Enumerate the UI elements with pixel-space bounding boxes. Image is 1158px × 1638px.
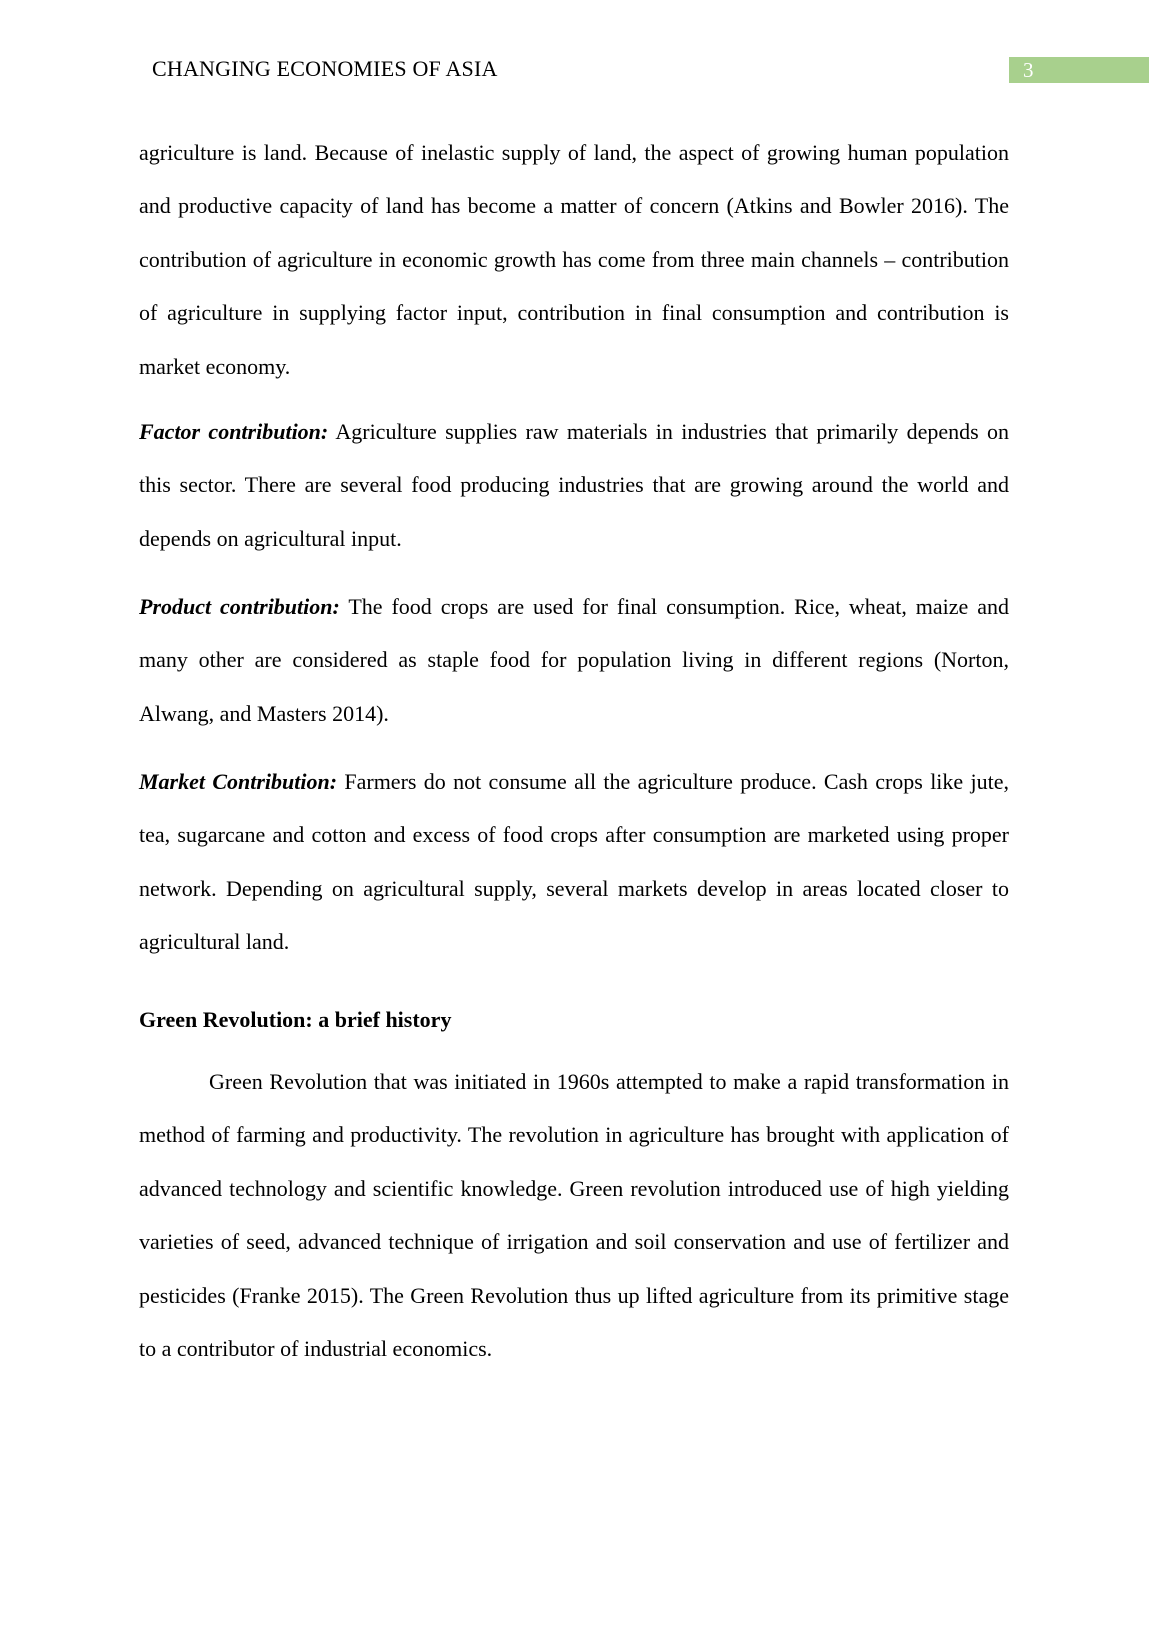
page-number-badge <box>1009 57 1149 83</box>
paragraph-intro-text: agriculture is land. Because of inelastic supply of land, the aspect of growing human population and productive capacity of land has become a matter of concern (Atkins and Bowler 2016). The contribution of agriculture in economic growth has come from three main channels – contribution of agriculture in supplying factor input, contribution in final consumption and contribution is market economy. <box>139 140 1009 379</box>
section-heading-green-revolution: Green Revolution: a brief history <box>139 1007 452 1032</box>
factor-contribution-label: Factor contribution: <box>139 419 329 444</box>
paragraph-green-revolution-text: Green Revolution that was initiated in 1960s attempted to make a rapid transformation in method of farming and productivity. The revolution in agriculture has brought with application of advanced technology and scientific knowledge. Green revolution introduced use of high yielding varieties of seed, advanced technique of irrigation and soil conservation and use of fertilizer and pesticides (Franke 2015). The Green Revolution thus up lifted agriculture from its primitive stage to a contributor of industrial economics. <box>139 1069 1009 1362</box>
paragraph-market-contribution <box>139 755 1009 969</box>
market-contribution-text: Farmers do not consume all the agriculture produce. Cash crops like jute, tea, sugarcane and cotton and excess of food crops after consumption are marketed using proper network. Depending on agricultural supply, several markets develop in areas located closer to agricultural land. <box>139 769 1009 955</box>
product-contribution-label: Product contribution: <box>139 594 340 619</box>
running-header-title: CHANGING ECONOMIES OF ASIA <box>152 56 498 81</box>
paragraph-factor-contribution <box>139 405 1009 565</box>
paragraph-product-contribution <box>139 580 1009 740</box>
product-contribution-text: The food crops are used for final consumption. Rice, wheat, maize and many other are considered as staple food for population living in different regions (Norton, Alwang, and Masters 2014). <box>139 594 1010 726</box>
market-contribution-label: Market Contribution: <box>139 769 338 794</box>
page-number: 3 <box>1023 58 1034 82</box>
paragraph-green-revolution <box>139 1055 1009 1375</box>
factor-contribution-text: Agriculture supplies raw materials in industries that primarily depends on this sector. There are several food producing industries that are growing around the world and depends on agricultural input. <box>139 419 1009 551</box>
paragraph-intro <box>139 126 1009 393</box>
